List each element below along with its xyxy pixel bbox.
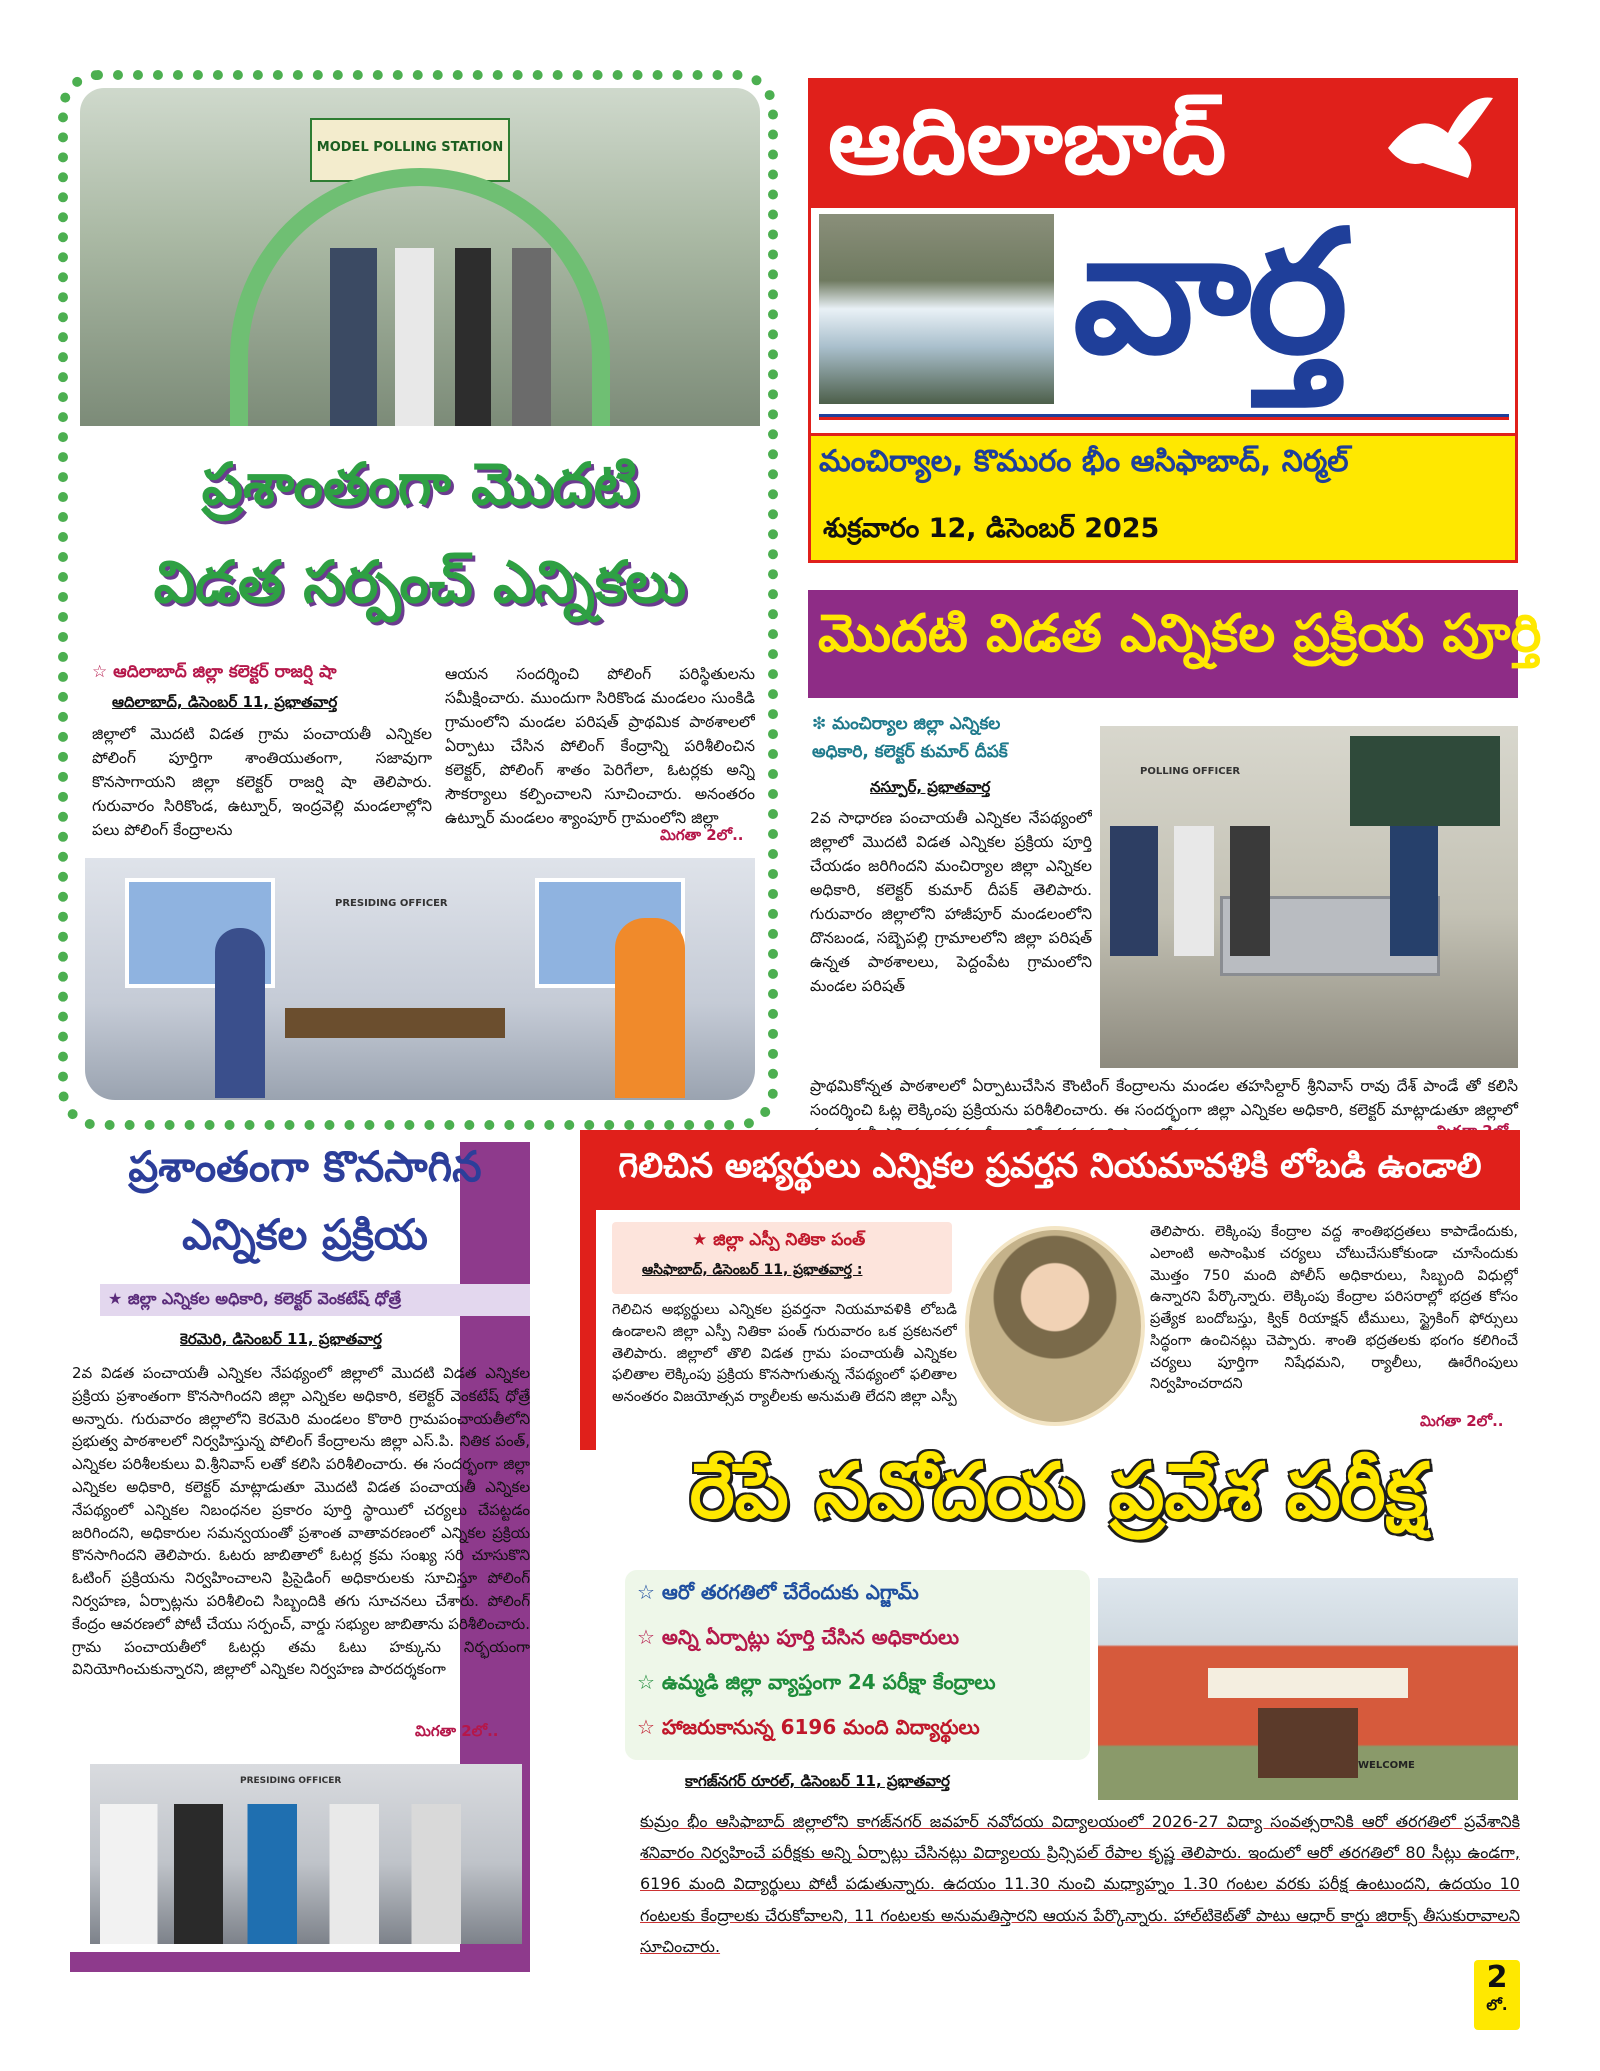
officials-group: [1110, 826, 1510, 956]
masthead-white-area: [808, 194, 1518, 433]
table-figure: [285, 1008, 505, 1038]
story5-bullet-1: ☆ ఆరో తరగతిలో చేరేందుకు ఎగ్జామ్: [637, 1580, 919, 1604]
story1-col1: జిల్లాలో మొదటి విడత గ్రామ పంచాయతీ ఎన్నికల పోలింగ్ పూర్తిగా శాంతియుతంగా, సజావుగా కొనసాగాయని జిల్లా కలెక్టర్ రాజర్షి షా తెలిపారు. గురువారం సిరికొండ, ఉట్నూర్, ఇంద్రవెల్లి మండలాల్లోని పలు పోలింగ్ కేంద్రాలను: [92, 725, 432, 840]
page-badge: [1474, 1960, 1520, 2030]
story4-headline-bar: [580, 1130, 1520, 1210]
story1-photo: [80, 88, 760, 426]
voter-figure: [615, 918, 685, 1098]
story3-more: మిగతా 2లో..: [415, 1722, 499, 1740]
story3-photo: [90, 1764, 522, 1944]
school-door: [1258, 1708, 1358, 1778]
story2-photo: [1100, 726, 1518, 1068]
story2-byline-2: అధికారి, కలెక్టర్ కుమార్ దీపక్: [812, 742, 1008, 762]
story5-bullet-4: ☆ హాజరుకానున్న 6196 మంది విద్యార్థులు: [637, 1715, 980, 1739]
story1-col2: ఆయన సందర్శించి పోలింగ్ పరిస్థితులను సమీక్షించారు. ముందుగా సిరికొండ మండలం సుంకిడి గ్రామంలోని మండల పరిషత్ ప్రాథమిక పాఠశాలలో ఏర్పాటు చేసిన పోలింగ్ కేంద్రాన్ని పరిశీలించిన కలెక్టర్, పోలింగ్ శాతం పెరిగేలా, ఓటర్లకు అన్ని సౌకర్యాలు కల్పించాలని సూచించారు. అనంతరం ఉట్నూర్ మండలం శ్యాంపూర్ గ్రామంలోని జిల్లా: [445, 665, 755, 828]
story3-headline-2: ఎన్నికల ప్రక్రియ: [182, 1210, 428, 1259]
masthead-date: శుక్రవారం 12, డిసెంబర్ 2025: [823, 513, 1160, 544]
story1-byline: ☆ ఆదిలాబాద్ జిల్లా కలెక్టర్ రాజర్షి షా: [92, 662, 337, 682]
masthead-date-bar: [808, 493, 1518, 563]
story1-photo2: [85, 858, 755, 1100]
masthead-rule: [819, 414, 1509, 420]
story4-headline: గెలిచిన అభ్యర్థులు ఎన్నికల ప్రవర్తన నియమావళికి లోబడి ఉండాలి: [618, 1146, 1482, 1186]
story3-dateline: కెరమెరి, డిసెంబర్ 11, ప్రభాతవార్త: [180, 1330, 382, 1348]
story4-more: మిగతా 2లో..: [1420, 1412, 1504, 1430]
polling-station-banner: MODEL POLLING STATION: [310, 118, 510, 182]
story5-dateline: కాగజ్‌నగర్ రూరల్, డిసెంబర్ 11, ప్రభాతవార్త: [685, 1772, 950, 1790]
story3-byline: ★ జిల్లా ఎన్నికల అధికారి, కలెక్టర్ వెంకటేష్ ధోత్రే: [108, 1289, 402, 1308]
masthead-districts: మంచిర్యాల, కొమురం భీం ఆసిఫాబాద్, నిర్మల్: [819, 444, 1349, 479]
story1-more: మిగతా 2లో..: [660, 826, 744, 844]
page-badge-suffix: లో.: [1486, 1996, 1508, 2014]
story5-photo: [1098, 1578, 1518, 1800]
story4-dateline: ఆసిఫాబాద్, డిసెంబర్ 11, ప్రభాతవార్త :: [642, 1262, 863, 1278]
story4-byline-box: [612, 1222, 952, 1294]
page-badge-number: 2: [1486, 1960, 1508, 1995]
story4-byline: ★ జిల్లా ఎస్పీ నితికా పంత్: [692, 1230, 866, 1250]
story2-full: ప్రాథమికోన్నత పాఠశాలలో ఏర్పాటుచేసిన కౌంటింగ్ కేంద్రాలను మండల తహసిల్దార్ శ్రీనివాస్ రావు దేశ్ పాండే తో కలిసి సందర్శించి ఓట్ల లెక్కింపు ప్రక్రియను పరిశీలించారు. ఈ సందర్భంగా జిల్లా ఎన్నికల అధికారి, కలెక్టర్ మాట్లాడుతూ జిల్లాలో: [810, 1077, 1518, 1120]
story2-headline: మొదటి విడత ఎన్నికల ప్రక్రియ పూర్తి: [818, 604, 1542, 664]
welcome-sign: WELCOME: [1358, 1760, 1415, 1771]
story3-headline-1: ప్రశాంతంగా కొనసాగిన: [128, 1142, 482, 1191]
story4-col1: గెలిచిన అభ్యర్థులు ఎన్నికల ప్రవర్తనా నియమావళికి లోబడి ఉండాలని జిల్లా ఎస్పీ నితికా పంత్ గురువారం ఒక ప్రకటనలో తెలిపారు. జిల్లాలో తొలి విడత గ్రామ పంచాయతీ ఎన్నికల ఫలితాల లెక్కింపు ప్రక్రియ కొనసాగుతున్న నేపథ్యంలో ఫలితాల అనంతరం విజయోత్సవ ర్యాలీలకు అనుమతి లేదని జిల్లా ఎస్పీ: [612, 1302, 957, 1405]
story5-body: కుమ్రం భీం ఆసిఫాబాద్ జిల్లాలోని కాగజ్‌నగర్ జవహర్ నవోదయ విద్యాలయంలో 2026-27 విద్యా సంవత్సరానికి ఆరో తరగతిలో ప్రవేశానికి శనివారం నిర్వహించే పరీక్షకు అన్ని ఏర్పాట్లు చేసినట్లు విద్యాలయ ప్రిన్సిపల్ రేపాల కృష్ణ తెలిపారు. ఇందులో ఆరో తరగతిలో 80 సీట్లు ఉండగా, 6196 మంది విద్యార్థులు పోటీ పడుతున్నారు. ఉదయం 11.30 నుంచి మధ్యాహ్నం 1.30 గంటల వరకు పరీక్ష ఉంటుందని, ఉదయం 10 గంటలకు కేంద్రాలకు చేరుకోవాలని, 11 గంటలకు అనుమతిస్తారని ఆయన పేర్కొన్నారు. హాల్‌టికెట్‌తో పాటు ఆధార్ కార్డు జిరాక్స్ తీసుకురావాలని సూచించారు.: [640, 1812, 1520, 1956]
school-banner: [1208, 1668, 1408, 1698]
presiding-officer-sign-3: PRESIDING OFFICER: [240, 1776, 342, 1786]
story1-headline-1: ప్రశాంతంగా మొదటి: [201, 450, 639, 518]
officials-row: [100, 1804, 510, 1944]
masthead-title-2: వార్త: [1073, 194, 1344, 392]
story4-left-frame: [580, 1210, 596, 1450]
polling-officer-sign: POLLING OFFICER: [1140, 766, 1241, 777]
story4-col2: తెలిపారు. లెక్కింపు కేంద్రాల వద్ద శాంతిభద్రతలు కాపాడేందుకు, ఎలాంటి అసాంఘిక చర్యలు చోటుచేసుకోకుండా చూసేందుకు మొత్తం 750 మంది పోలీస్ అధికారులు, సిబ్బంది విధుల్లో ఉన్నారని పేర్కొన్నారు. లెక్కింపు కేంద్రాల పరిసరాల్లో భద్రత కోసం ప్రత్యేక బందోబస్తు, క్విక్ రియాక్షన్ టీములు, స్ట్రైకింగ్ ఫోర్సులు సిద్ధంగా ఉంచినట్లు చెప్పారు. శాంతి భద్రతలకు భంగం కలిగించే చర్యలు పూర్తిగా నిషేధమని, ర్యాలీలు, ఊరేగింపులు నిర్వహించరాదని: [1150, 1224, 1518, 1393]
story1-dateline: ఆదిలాబాద్, డిసెంబర్ 11, ప్రభాతవార్త: [112, 693, 338, 711]
story1-headline-2: విడత సర్పంచ్ ఎన్నికలు: [153, 548, 687, 616]
presiding-officer-sign: PRESIDING OFFICER: [335, 898, 448, 909]
waterfall-photo: [819, 214, 1054, 404]
dove-icon: [1378, 88, 1498, 198]
masthead-districts-bar: [808, 433, 1518, 493]
chalkboard: [1350, 736, 1500, 826]
story2-headline-bar: [808, 590, 1542, 698]
story2-byline-1: ❇ మంచిర్యాల జిల్లా ఎన్నికల: [812, 714, 1001, 734]
story5-headline: రేపే నవోదయ ప్రవేశ పరీక్ష: [689, 1446, 1426, 1535]
story5-bullet-3: ☆ ఉమ్మడి జిల్లా వ్యాప్తంగా 24 పరీక్షా కేంద్రాలు: [637, 1670, 996, 1694]
people-silhouettes: [330, 248, 590, 426]
story3-byline-bar: [100, 1284, 530, 1316]
story3-body: 2వ విడత పంచాయతీ ఎన్నికల నేపథ్యంలో జిల్లాలో మొదటి విడత ఎన్నికల ప్రక్రియ ప్రశాంతంగా కొనసాగిందని జిల్లా ఎన్నికల అధికారి, కలెక్టర్ వెంకటేష్ ధోత్రే అన్నారు. గురువారం జిల్లాలోని కెరమెరి మండలం కొఠారి గ్రామపంచాయతీలోని ప్రభుత్వ పాఠశాలలో నిర్వహిస్తున్న పోలింగ్ కేంద్రాలను జిల్లా ఎస్.పి. నితిక పంత్, ఎన్నికల పరిశీలకులు వి.శ్రీనివాస్ లతో కలిసి పరిశీలించారు. ఈ సందర్భంగా జిల్లా ఎన్నికల అధికారి, కలెక్టర్ మాట్లాడుతూ మొదటి విడత పంచాయతీ ఎన్నికల నేపథ్యంలో ఎన్నికల నిబంధనల ప్రకారం పూర్తి స్థాయిలో చర్యలు చేపట్టడం జరిగిందని, అధికారుల సమన్వయంతో ప్రశాంత వాతావరణంలో ఎన్నికల ప్రక్రియ కొనసాగిందని తెలిపారు. ఓటరు జాబితాలో ఓటర్ల క్రమ సంఖ్య సరి చూసుకొని ఓటింగ్ ప్రక్రియను నిర్వహించాలని ప్రిసైడింగ్ అధికారులకు సూచిస్తూ పోలింగ్ నిర్వహణ, ఏర్పాట్లను పరిశీలించి సిబ్బందికి తగు సూచనలు చేశారు. పోలింగ్ కేంద్రం ఆవరణలో పోటీ చేయు సర్పంచ్, వార్డు సభ్యుల జాబితాను పరిశీలించారు. గ్రామ పంచాయతీలో ఓటర్లు తమ ఓటు హక్కును నిర్భయంగా వినియోగించుకున్నారని, జిల్లాలో ఎన్నికల నిర్వహణ పారదర్శకంగా: [72, 1364, 530, 1679]
masthead-title-1: ఆదిలాబాద్: [828, 88, 1227, 195]
story2-dateline: నస్పూర్, ప్రభాతవార్త: [870, 778, 991, 796]
story2-col1: 2వ సాధారణ పంచాయతీ ఎన్నికల నేపథ్యంలో జిల్లాలో మొదటి విడత ఎన్నికల ప్రక్రియ పూర్తి చేయడం జరిగిందని మంచిర్యాల జిల్లా ఎన్నికల అధికారి, కలెక్టర్ కుమార్ దీపక్ తెలిపారు. గురువారం జిల్లాలోని హాజీపూర్ మండలంలోని దొనబండ, సబ్బెపల్లి గ్రామాలలోని జిల్లా పరిషత్ ఉన్నత పాఠశాలలు, పెద్దంపేట గ్రామంలోని మండల పరిషత్: [810, 809, 1092, 996]
officer-figure: [215, 928, 265, 1098]
sp-portrait: [965, 1226, 1145, 1426]
story5-bullets-box: [625, 1570, 1090, 1760]
story5-bullet-2: ☆ అన్ని ఏర్పాట్లు పూర్తి చేసిన అధికారులు: [637, 1625, 960, 1649]
